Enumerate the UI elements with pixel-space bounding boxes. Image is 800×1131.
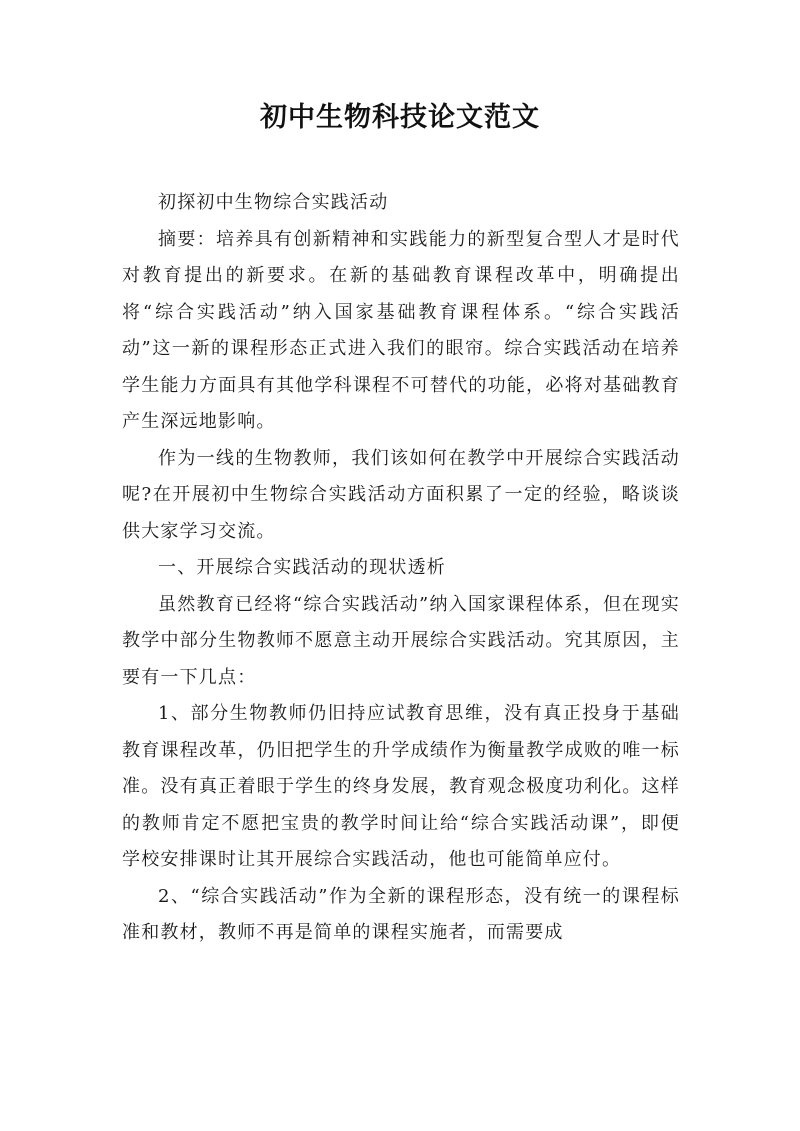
paragraph-abstract: 摘要：培养具有创新精神和实践能力的新型复合型人才是时代对教育提出的新要求。在新的基础教育课程改革中，明确提出将“综合实践活动”纳入国家基础教育课程体系。“综合实践活动”这一新的课程形态正式进入我们的眼帘。综合实践活动在培养学生能力方面具有其他学科课程不可替代的功能，必将对基础教育产生深远地影响。 — [122, 228, 680, 432]
paragraph-section-1: 虽然教育已经将“综合实践活动”纳入国家课程体系，但在现实教学中部分生物教师不愿意主动开展综合实践活动。究其原因，主要有一下几点： — [122, 593, 680, 688]
paragraph-point-1: 1、部分生物教师仍旧持应试教育思维，没有真正投身于基础教育课程改革，仍旧把学生的升学成绩作为衡量教学成败的唯一标准。没有真正着眼于学生的终身发展，教育观念极度功利化。这样的教师肯定不愿把宝贵的教学时间让给“综合实践活动课”，即便学校安排课时让其开展综合实践活动，他也可能简单应付。 — [122, 703, 680, 870]
paragraph-point-2: 2、“综合实践活动”作为全新的课程形态，没有统一的课程标准和教材，教师不再是简单的课程实施者，而需要成 — [122, 885, 680, 943]
paragraph-intro: 作为一线的生物教师，我们该如何在教学中开展综合实践活动呢?在开展初中生物综合实践活动方面积累了一定的经验，略谈谈供大家学习交流。 — [122, 447, 680, 542]
paragraph-subtitle: 初探初中生物综合实践活动 — [158, 192, 389, 213]
section-heading-1: 一、开展综合实践活动的现状透析 — [158, 557, 446, 578]
document-title: 初中生物科技论文范文 — [260, 102, 540, 133]
document-body — [122, 185, 680, 952]
